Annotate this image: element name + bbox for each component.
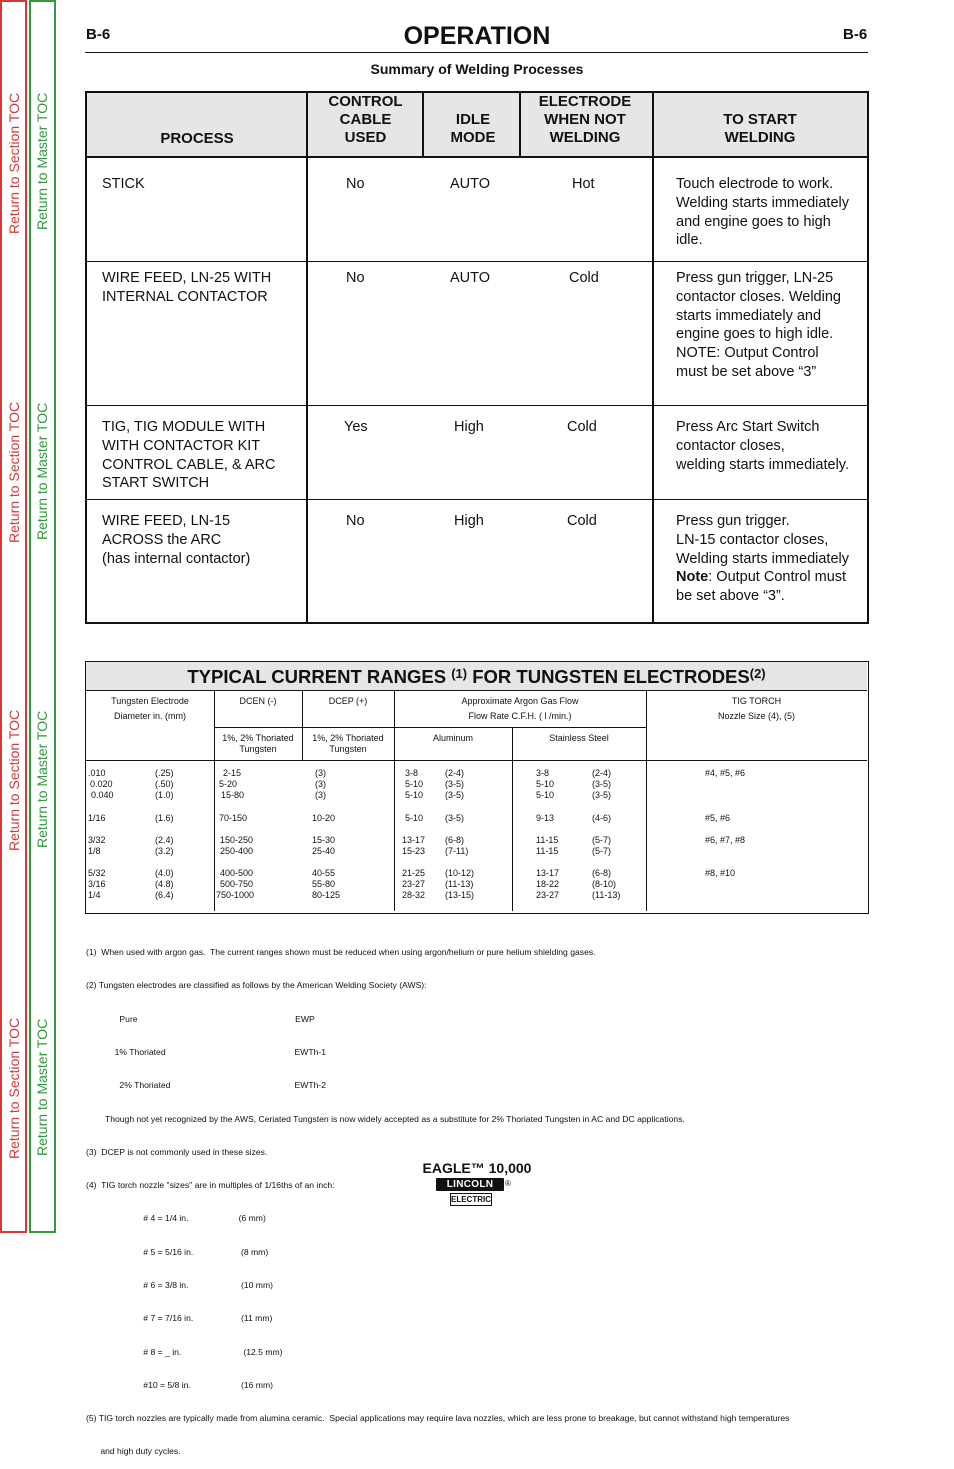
diameter-mm-cell: (1.6) (155, 813, 174, 823)
header-divider (422, 93, 424, 156)
nozzle-size-cell: #5, #6 (705, 813, 731, 823)
stainless-cfh-cell: 5-10 (536, 779, 555, 789)
header-stainless-steel: Stainless Steel (549, 733, 609, 743)
diameter-in-cell: 1/16 (88, 813, 106, 823)
idle-mode-cell: AUTO (450, 270, 491, 286)
header-aluminum: Aluminum (432, 733, 473, 743)
nozzle-size-cell: #8, #10 (705, 868, 736, 878)
electrode-cell: Hot (572, 176, 595, 192)
return-to-master-toc-link[interactable]: Return to Master TOC (34, 710, 50, 848)
header-divider (652, 93, 654, 156)
aluminum-cfh-cell: 13-17 (402, 835, 426, 845)
to-start-cell: Press gun trigger. LN-15 contactor closes, Welding starts immediately Note: Output Control must be set above “3”. (676, 513, 849, 605)
aluminum-lmin-cell: (6-8) (445, 835, 465, 845)
dcen-cell: 15-80 (221, 790, 245, 800)
column-divider (394, 691, 395, 911)
footnote-line: 1% Thoriated EWTh-1 (86, 1047, 327, 1058)
welding-process-summary-table (85, 91, 869, 624)
diameter-in-cell: 3/32 (88, 835, 106, 845)
diameter-in-cell: 3/16 (88, 879, 106, 889)
return-to-section-toc-link[interactable]: Return to Section TOC (6, 92, 22, 234)
footnote-line: (5) TIG torch nozzles are typically made from alumina ceramic. Special applications may require lava nozzles, which are less prone to breakage, but cannot withstand high temperatures (86, 1413, 790, 1424)
aluminum-cfh-cell: 5-10 (405, 790, 424, 800)
dcep-cell: (3) (315, 779, 326, 789)
process-cell: STICK (102, 176, 145, 192)
aluminum-lmin-cell: (3-5) (445, 790, 465, 800)
to-start-cell: Press gun trigger, LN-25 contactor closes. Welding starts immediately and engine goes to high idle. NOTE: Output Control must be set above “3” (676, 270, 841, 380)
return-to-section-toc-link[interactable]: Return to Section TOC (6, 401, 22, 543)
stainless-cfh-cell: 3-8 (536, 768, 550, 778)
footnote-line: (1) When used with argon gas. The current ranges shown must be reduced when using argon/helium or pure helium shielding gases. (86, 947, 596, 958)
subheader-divider (214, 727, 646, 728)
diameter-mm-cell: (.25) (155, 768, 174, 778)
footnote-line: 2% Thoriated EWTh-2 (86, 1080, 327, 1091)
dcen-cell: 750-1000 (216, 890, 255, 900)
column-divider (306, 156, 308, 622)
dcep-cell: 25-40 (312, 846, 336, 856)
dcep-cell: 55-80 (312, 879, 336, 889)
idle-mode-cell: AUTO (450, 176, 491, 192)
header-divider (519, 93, 521, 156)
diameter-mm-cell: (4.8) (155, 879, 174, 889)
header-idle-mode: IDLE MODE (450, 111, 496, 146)
stainless-lmin-cell: (3-5) (592, 779, 612, 789)
lincoln-electric-logo: LINCOLN ELECTRIC ® (436, 1178, 514, 1208)
control-cable-cell: No (346, 513, 365, 529)
table-header-row (87, 93, 867, 158)
footnote-line: (2) Tungsten electrodes are classified as follows by the American Welding Society (AWS): (86, 980, 427, 991)
stainless-cfh-cell: 11-15 (536, 846, 559, 856)
dcen-cell: 250-400 (220, 846, 254, 856)
return-to-master-toc-link[interactable]: Return to Master TOC (34, 92, 50, 230)
footnote-line: # 4 = 1/4 in. (6 mm) (86, 1213, 266, 1224)
nozzle-size-cell: #4, #5, #6 (705, 768, 746, 778)
aluminum-lmin-cell: (3-5) (445, 813, 465, 823)
control-cable-cell: No (346, 270, 365, 286)
diameter-in-cell: 1/4 (88, 890, 101, 900)
column-divider (214, 691, 215, 911)
dcen-cell: 5-20 (219, 779, 238, 789)
stainless-lmin-cell: (5-7) (592, 846, 612, 856)
footnote-line: (3) DCEP is not commonly used in these sizes. (86, 1146, 268, 1157)
aluminum-cfh-cell: 5-10 (405, 813, 424, 823)
return-to-master-toc-link[interactable]: Return to Master TOC (34, 402, 50, 540)
column-divider (512, 727, 513, 911)
dcep-cell: 10-20 (312, 813, 336, 823)
process-cell: WIRE FEED, LN-25 WITH INTERNAL CONTACTOR (102, 270, 272, 305)
footnote-line: # 7 = 7/16 in. (11 mm) (86, 1313, 273, 1324)
dcen-cell: 150-250 (220, 835, 254, 845)
process-cell: WIRE FEED, LN-15 ACROSS the ARC (has internal contactor) (102, 513, 251, 567)
aluminum-lmin-cell: (2-4) (445, 768, 465, 778)
footnote-line: #10 = 5/8 in. (16 mm) (86, 1379, 273, 1390)
diameter-in-cell: 5/32 (88, 868, 106, 878)
aluminum-lmin-cell: (11-13) (445, 879, 474, 889)
footnote-line: Though not yet recognized by the AWS, Ceriated Tungsten is now widely accepted as a substitute for 2% Thoriated Tungsten in AC and DC applications. (86, 1113, 685, 1124)
stainless-cfh-cell: 11-15 (536, 835, 559, 845)
footnote-line: # 8 = _ in. (12.5 mm) (86, 1346, 283, 1357)
header-dcen: DCEN (-) (239, 696, 277, 706)
stainless-lmin-cell: (4-6) (592, 813, 612, 823)
aluminum-cfh-cell: 28-32 (402, 890, 426, 900)
control-cable-cell: Yes (344, 419, 368, 435)
header-control-cable: CONTROL CABLE USED (328, 93, 403, 146)
dcep-cell: 40-55 (312, 868, 336, 878)
diameter-in-cell: 1/8 (88, 846, 101, 856)
header-process: PROCESS (160, 130, 234, 147)
stainless-cfh-cell: 9-13 (536, 813, 555, 823)
header-dcen-thoriated: 1%, 2% Thoriated Tungsten (222, 733, 294, 754)
return-to-section-toc-link[interactable]: Return to Section TOC (6, 709, 22, 851)
header-divider (306, 93, 308, 156)
stainless-lmin-cell: (11-13) (592, 890, 621, 900)
stainless-lmin-cell: (8-10) (592, 879, 617, 889)
aluminum-lmin-cell: (7-11) (445, 846, 469, 856)
tungsten-table-title: TYPICAL CURRENT RANGES $^{(1)}$ FOR TUNGSTEN ELECTRODES$^{(2)}$ (86, 662, 867, 691)
aluminum-cfh-cell: 5-10 (405, 779, 424, 789)
to-start-cell: Touch electrode to work. Welding starts immediately and engine goes to high idle. (676, 176, 849, 249)
stainless-lmin-cell: (6-8) (592, 868, 612, 878)
stainless-lmin-cell: (3-5) (592, 790, 612, 800)
diameter-mm-cell: (.50) (155, 779, 174, 789)
page-code-right: B-6 (843, 26, 868, 43)
diameter-mm-cell: (4.0) (155, 868, 174, 878)
page-subtitle: Summary of Welding Processes (370, 61, 584, 77)
footnote-line: # 6 = 3/8 in. (10 mm) (86, 1280, 273, 1290)
diameter-in-cell: .010 (88, 768, 106, 778)
return-to-master-toc-link[interactable]: Return to Master TOC (34, 1018, 50, 1156)
footnote-line: Pure EWP (86, 1013, 315, 1024)
row-divider (87, 261, 867, 262)
aluminum-cfh-cell: 3-8 (405, 768, 419, 778)
footnote-line: (4) TIG torch nozzle "sizes" are in multiples of 1/16ths of an inch: (86, 1180, 335, 1191)
tungsten-current-ranges-table (85, 661, 869, 914)
dcen-cell: 2-15 (223, 768, 242, 778)
return-to-section-toc-link[interactable]: Return to Section TOC (6, 1017, 22, 1159)
dcen-cell: 70-150 (219, 813, 248, 823)
electrode-cell: Cold (567, 419, 597, 435)
header-bottom-divider (86, 760, 867, 761)
aluminum-cfh-cell: 21-25 (402, 868, 426, 878)
aluminum-cfh-cell: 15-23 (402, 846, 426, 856)
diameter-in-cell: 0.040 (91, 790, 114, 800)
stainless-lmin-cell: (2-4) (592, 768, 612, 778)
footnote-line: # 5 = 5/16 in. (8 mm) (86, 1246, 269, 1257)
dcep-cell: (3) (315, 768, 326, 778)
header-dcep: DCEP (+) (328, 696, 368, 706)
diameter-mm-cell: (6.4) (155, 890, 174, 900)
product-model: EAGLE™ 10,000 (422, 1160, 532, 1176)
diameter-in-cell: 0.020 (90, 779, 113, 789)
nozzle-size-cell: #6, #7, #8 (705, 835, 746, 845)
diameter-mm-cell: (3.2) (155, 846, 174, 856)
diameter-mm-cell: (1.0) (155, 790, 174, 800)
footnote-line: and high duty cycles. (86, 1446, 181, 1457)
header-to-start-welding: TO START WELDING (723, 111, 797, 146)
electrode-cell: Cold (569, 270, 599, 286)
aluminum-lmin-cell: (3-5) (445, 779, 465, 789)
stainless-cfh-cell: 5-10 (536, 790, 555, 800)
aluminum-cfh-cell: 23-27 (402, 879, 426, 889)
idle-mode-cell: High (454, 513, 484, 529)
control-cable-cell: No (346, 176, 365, 192)
header-argon-gas-flow: Approximate Argon Gas Flow Flow Rate C.F.H. ( l /min.) (461, 696, 579, 721)
diameter-mm-cell: (2.4) (155, 835, 174, 845)
header-rule (85, 52, 868, 53)
process-cell: TIG, TIG MODULE WITH WITH CONTACTOR KIT CONTROL CABLE, & ARC START SWITCH (102, 419, 276, 492)
aluminum-lmin-cell: (10-12) (445, 868, 475, 878)
page-title: OPERATION (403, 22, 551, 50)
stainless-cfh-cell: 13-17 (536, 868, 560, 878)
dcen-cell: 500-750 (220, 879, 254, 889)
row-divider (87, 405, 867, 406)
idle-mode-cell: High (454, 419, 484, 435)
stainless-cfh-cell: 18-22 (536, 879, 560, 889)
dcen-cell: 400-500 (220, 868, 254, 878)
to-start-cell: Press Arc Start Switch contactor closes, welding starts immediately. (676, 419, 849, 473)
dcep-cell: 15-30 (312, 835, 336, 845)
electrode-cell: Cold (567, 513, 597, 529)
column-divider (646, 691, 647, 911)
page-code-left: B-6 (86, 26, 111, 43)
stainless-cfh-cell: 23-27 (536, 890, 560, 900)
header-dcep-thoriated: 1%, 2% Thoriated Tungsten (312, 733, 384, 754)
header-tungsten-electrode: Tungsten Electrode Diameter in. (mm) (111, 696, 189, 721)
aluminum-lmin-cell: (13-15) (445, 890, 475, 900)
header-tig-torch: TIG TORCH Nozzle Size (4), (5) (717, 696, 796, 721)
column-divider (652, 156, 654, 622)
row-divider (87, 499, 867, 500)
dcep-cell: 80-125 (312, 890, 341, 900)
header-electrode-when-not-welding: ELECTRODE WHEN NOT WELDING (538, 93, 632, 146)
stainless-lmin-cell: (5-7) (592, 835, 612, 845)
dcep-cell: (3) (315, 790, 326, 800)
